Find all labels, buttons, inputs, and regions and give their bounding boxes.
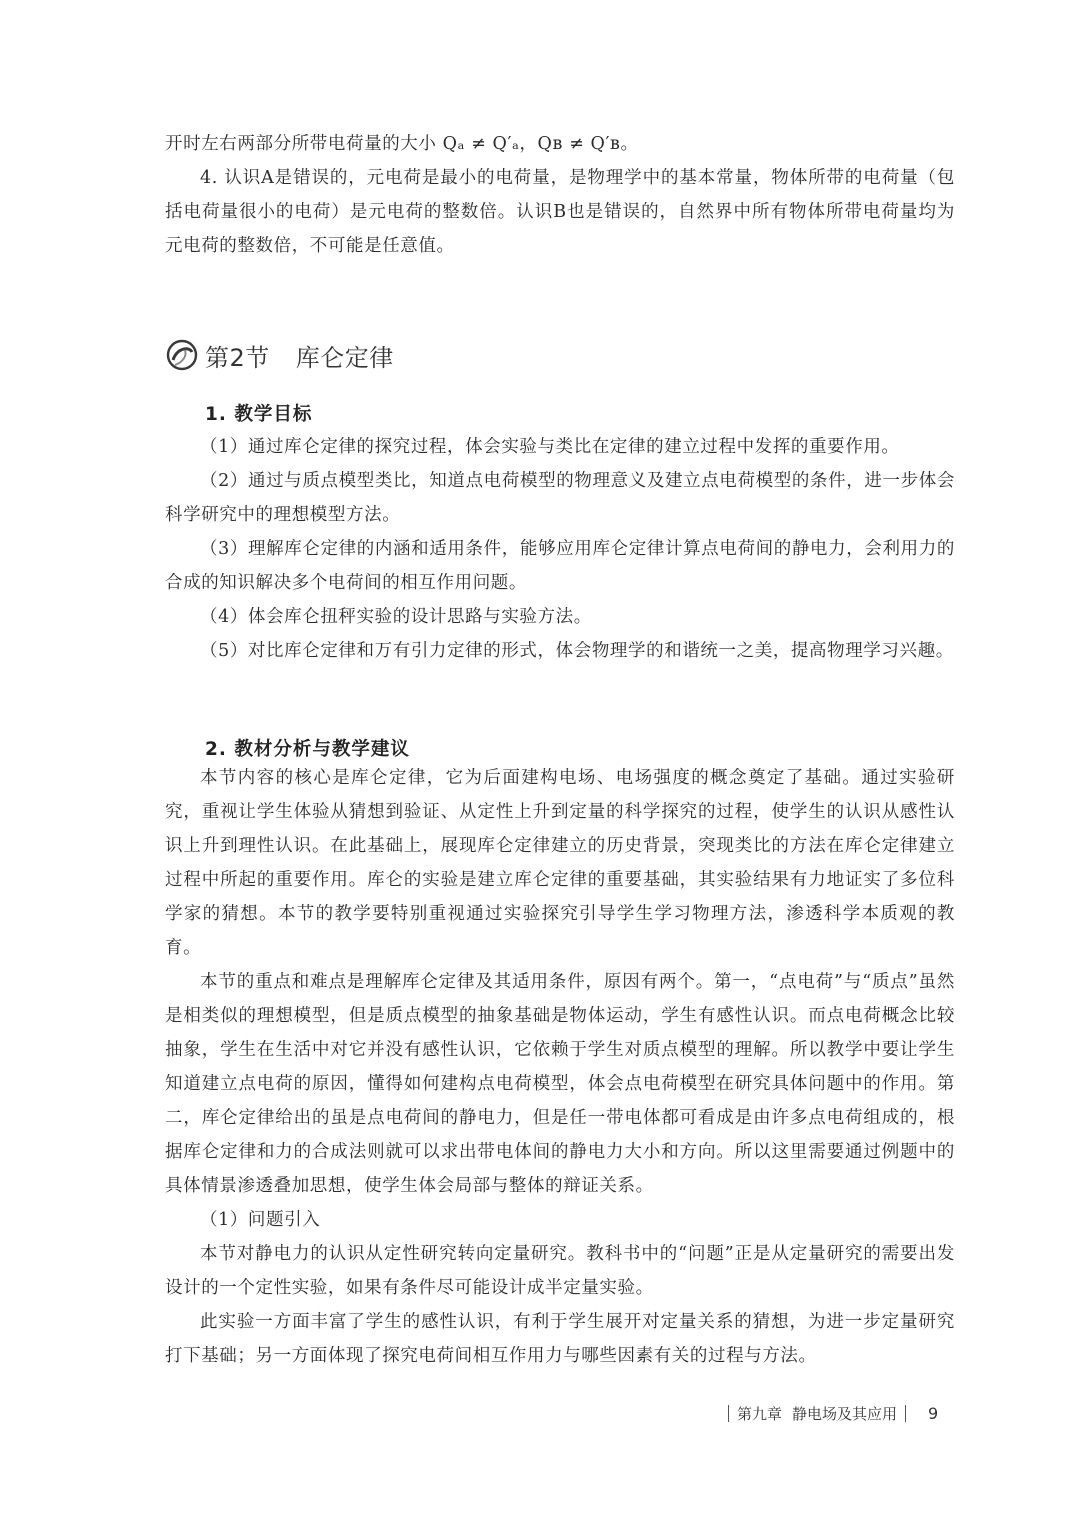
top-continuation-text (165, 127, 955, 263)
footer-divider (728, 1405, 729, 1422)
analysis-paragraph: 此实验一方面丰富了学生的感性认识，有利于学生展开对定量关系的猜想，为进一步定量研究打下基础；另一方面体现了探究电荷间相互作用力与哪些因素有关的过程与方法。 (165, 1312, 955, 1366)
goal-item: （2）通过与质点模型类比，知道点电荷模型的物理意义及建立点电荷模型的条件，进一步体会科学研究中的理想模型方法。 (165, 471, 955, 525)
section-title (205, 338, 394, 373)
goal-item: （3）理解库仑定律的内涵和适用条件，能够应用库仑定律计算点电荷间的静电力，会利用力的合成的知识解决多个电荷间的相互作用问题。 (165, 539, 955, 593)
goal-item: （4）体会库仑扭秤实验的设计思路与实验方法。 (200, 607, 592, 627)
analysis-paragraph: 本节对静电力的认识从定性研究转向定量研究。教科书中的“问题”正是从定量研究的需要出发设计的一个定性实验，如果有条件尽可能设计成半定量实验。 (165, 1244, 955, 1298)
charge-inequality-line: 开时左右两部分所带电荷量的大小 Qₐ ≠ Q′ₐ，Qʙ ≠ Q′ʙ。 (165, 134, 639, 154)
footer-divider (905, 1405, 906, 1422)
section-number: 第2节 (205, 343, 270, 372)
footer-chapter-title: 静电场及其应用 (792, 1405, 898, 1423)
goal-item: （1）通过库仑定律的探究过程，体会实验与类比在定律的建立过程中发挥的重要作用。 (200, 437, 900, 457)
analysis-heading: 2. 教材分析与教学建议 (205, 739, 410, 760)
subsection-problem-intro: （1）问题引入 (200, 1210, 321, 1230)
analysis-paragraph: 本节的重点和难点是理解库仑定律及其适用条件，原因有两个。第一，“点电荷”与“质点”虽然是相类似的理想模型，但是质点模型的抽象基础是物体运动，学生有感性认识。而点电荷概念比较抽象，学生在生活中对它并没有感性认识，它依赖于学生对质点模型的理解。所以教学中要让学生知道建立点电荷的原因，懂得如何建构点电荷模型，体会点电荷模型在研究具体问题中的作用。第二，库仑定律给出的虽是点电荷间的静电力，但是任一带电体都可看成是由许多点电荷组成的，根据库仑定律和力的合成法则就可以求出带电体间的静电力大小和方向。所以这里需要通过例题中的具体情景渗透叠加思想，使学生体会局部与整体的辩证关系。 (165, 972, 955, 1196)
analysis-paragraph: 本节内容的核心是库仑定律，它为后面建构电场、电场强度的概念奠定了基础。通过实验研究，重视让学生体验从猜想到验证、从定性上升到定量的科学探究的过程，使学生的认识从感性认识上升到理性认识。在此基础上，展现库仑定律建立的历史背景，突现类比的方法在库仑定律建立过程中所起的重要作用。库仑的实验是建立库仑定律的重要基础，其实验结果有力地证实了多位科学家的猜想。本节的教学要特别重视通过实验探究引导学生学习物理方法，渗透科学本质观的教育。 (165, 768, 955, 958)
section-swirl-icon (165, 338, 199, 372)
answer-4-paragraph: 4. 认识A是错误的，元电荷是最小的电荷量，是物理学中的基本常量，物体所带的电荷量（包括电荷量很小的电荷）是元电荷的整数倍。认识B也是错误的，自然界中所有物体所带电荷量均为元电荷的整数倍，不可能是任意值。 (165, 168, 955, 256)
section-header (165, 333, 394, 377)
goals-list (165, 430, 955, 668)
analysis-body (165, 761, 955, 1373)
section-name: 库仑定律 (295, 343, 394, 372)
goals-heading: 1. 教学目标 (205, 404, 313, 425)
page-number: 9 (928, 1404, 939, 1423)
goal-item: （5）对比库仑定律和万有引力定律的形式，体会物理学的和谐统一之美，提高物理学习兴趣。 (200, 641, 954, 661)
page-footer (720, 1403, 938, 1424)
footer-chapter: 第九章 (737, 1405, 783, 1423)
